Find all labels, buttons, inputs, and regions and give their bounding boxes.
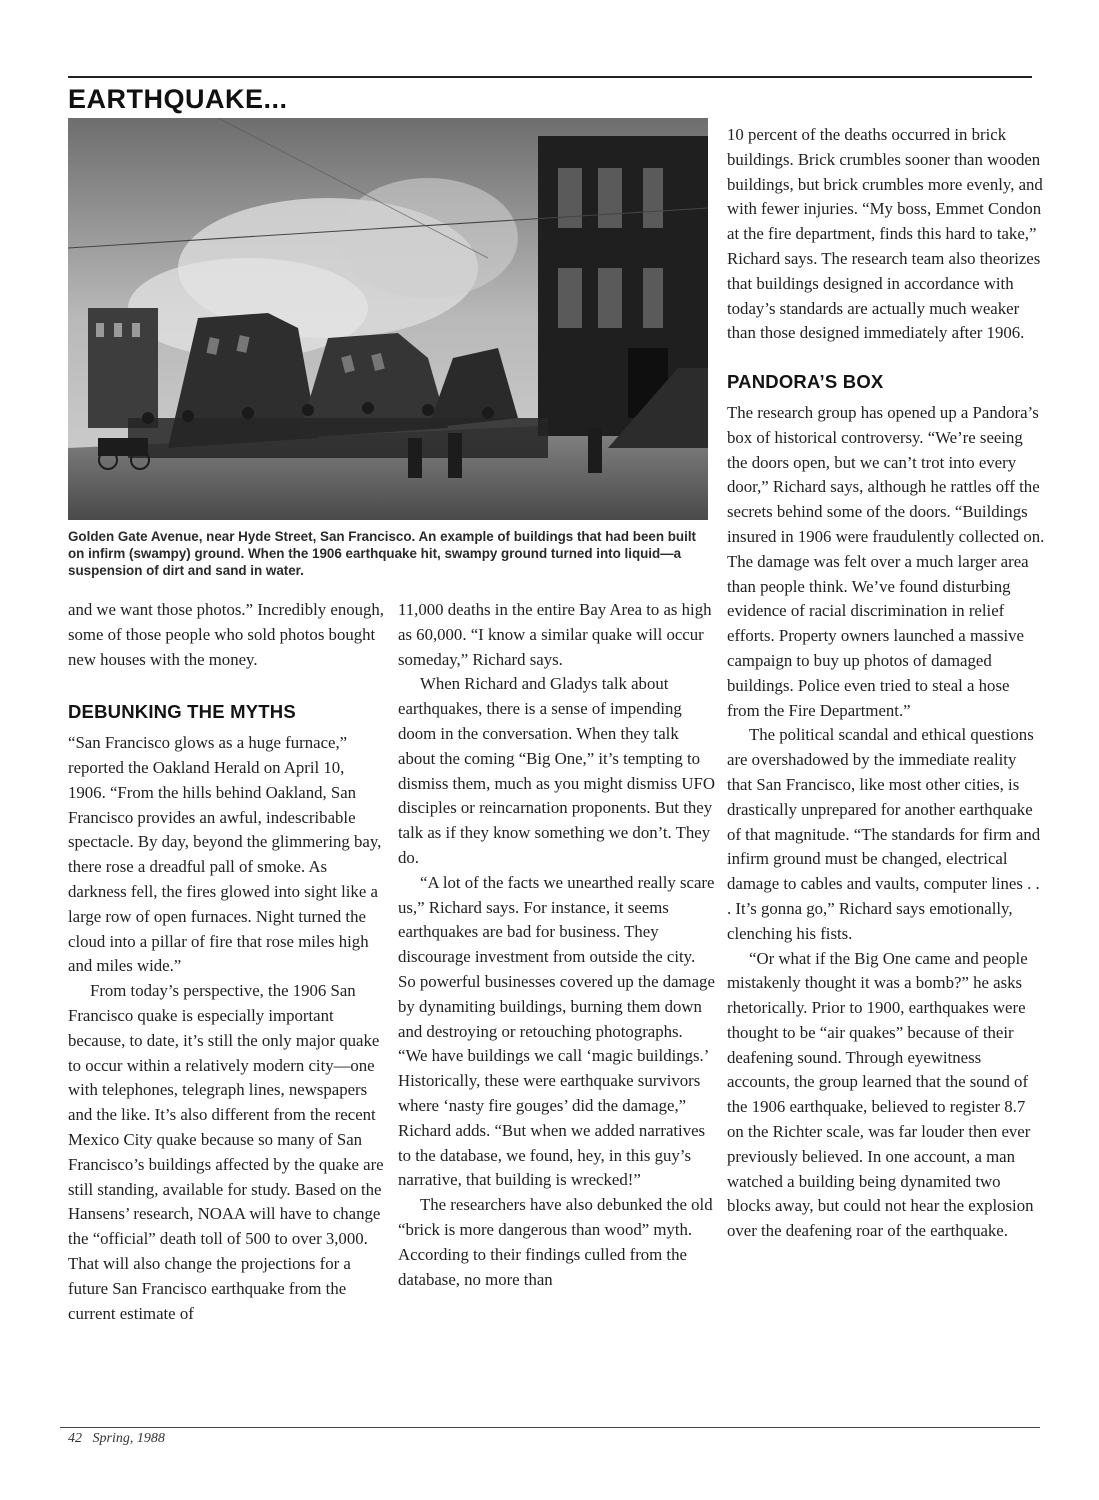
col3-paragraph-1: 10 percent of the deaths occurred in brick buildings. Brick crumbles sooner than wooden buildings, but brick crumbles more evenly, and with fewer injuries. “My boss, Emmet Condon at the fire department, finds this hard to take,” Richard says. The research team also theorizes that buildings designed in accordance with today’s standards are actually much weaker than those designed immediately after 1906. [727,125,1043,343]
page-footer [68,1431,165,1447]
col2-paragraph-2: When Richard and Gladys talk about earthquakes, there is a sense of impending doom in the conversation. When they talk about the coming “Big One,” it’s tempting to dismiss them, much as you might dismiss UFO disciples or reincarnation proponents. But they talk as if they know something we don’t. They do. [398,674,716,867]
col2-paragraph-4: The researchers have also debunked the old “brick is more dangerous than wood” myth. According to their findings culled from the database, no more than [398,1195,713,1289]
issue-date: Spring, 1988 [92,1431,165,1446]
article-headline: EARTHQUAKE... [68,84,288,114]
col1-paragraph-1: and we want those photos.” Incredibly enough, some of those people who sold photos bought new houses with the money. [68,600,384,669]
page-number: 42 [68,1431,82,1446]
col1-paragraph-3: From today’s perspective, the 1906 San Francisco quake is especially important because, to date, it’s still the only major quake to occur within a relatively modern city—one with telephones, telegraph lines, newspapers and the like. It’s also different from the recent Mexico City quake because so many of San Francisco’s buildings affected by the quake are still standing, available for study. Based on the Hansens’ research, NOAA will have to change the “official” death toll of 500 to over 3,000. That will also change the projections for a future San Francisco earthquake from the current estimate of [68,981,384,1323]
photo-caption: Golden Gate Avenue, near Hyde Street, San Francisco. An example of buildings that had been built on infirm (swampy) ground. When the 1906 earthquake hit, swampy ground turned into liquid—a suspension of dirt and sand in water. [68,529,696,578]
section-heading-pandora: PANDORA’S BOX [727,371,884,393]
bottom-rule [60,1427,1040,1428]
top-rule [68,76,1032,78]
col3-paragraph-2: The research group has opened up a Pandora’s box of historical controversy. “We’re seeing the doors open, but we can’t trot into every door,” Richard says, although he rattles off the secrets behind some of the doors. “Buildings insured in 1906 were fraudulently collected on. The damage was felt over a much larger area than people think. We’ve found disturbing evidence of racial discrimination in relief efforts. Property owners launched a massive campaign to buy up photos of damaged buildings. Police even tried to steal a hose from the Fire Department.” [727,402,1045,720]
column-3 [727,123,1045,1244]
column-2 [398,598,716,1292]
earthquake-photo [68,118,708,520]
col1-paragraph-2: “San Francisco glows as a huge furnace,” reported the Oakland Herald on April 10, 1906. “From the hills behind Oakland, San Francisco provides an awful, indescribable spectacle. By day, beyond the glimmering bay, there rose a dreadful pall of smoke. As darkness fell, the fires glowed into sight like a large row of open furnaces. Night turned the cloud into a pillar of fire that rose miles high and miles wide.” [68,733,382,976]
col2-paragraph-3: “A lot of the facts we unearthed really scare us,” Richard says. For instance, it seems earthquakes are bad for business. They discourage investment from outside the city. So powerful businesses covered up the damage by dynamiting buildings, burning them down and destroying or retouching photographs. “We have buildings we call ‘magic buildings.’ Historically, these were earthquake survivors where ‘nasty fire gouges’ did the damage,” Richard adds. “But when we added narratives to the database, we found, hey, in this guy’s narrative, that building is wrecked!” [398,872,715,1190]
section-heading-debunking: DEBUNKING THE MYTHS [68,701,296,723]
col3-paragraph-4: “Or what if the Big One came and people mistakenly thought it was a bomb?” he asks rhetorically. Prior to 1900, earthquakes were thought to be “air quakes” because of their deafening sound. Through eyewitness accounts, the group learned that the sound of the 1906 earthquake, believed to register 8.7 on the Richter scale, was far louder then ever previously believed. In one account, a man watched a building being dynamited two blocks away, but could not hear the explosion over the deafening roar of the earthquake. [727,948,1034,1241]
col2-paragraph-1: 11,000 deaths in the entire Bay Area to as high as 60,000. “I know a similar quake will occur someday,” Richard says. [398,600,712,669]
column-1 [68,598,386,1326]
col3-paragraph-3: The political scandal and ethical questions are overshadowed by the immediate reality that San Francisco, like most other cities, is drastically unprepared for another earthquake of that magnitude. “The standards for firm and infirm ground must be changed, electrical damage to cables and vaults, computer lines . . . It’s gonna go,” Richard says emotionally, clenching his fists. [727,725,1041,943]
